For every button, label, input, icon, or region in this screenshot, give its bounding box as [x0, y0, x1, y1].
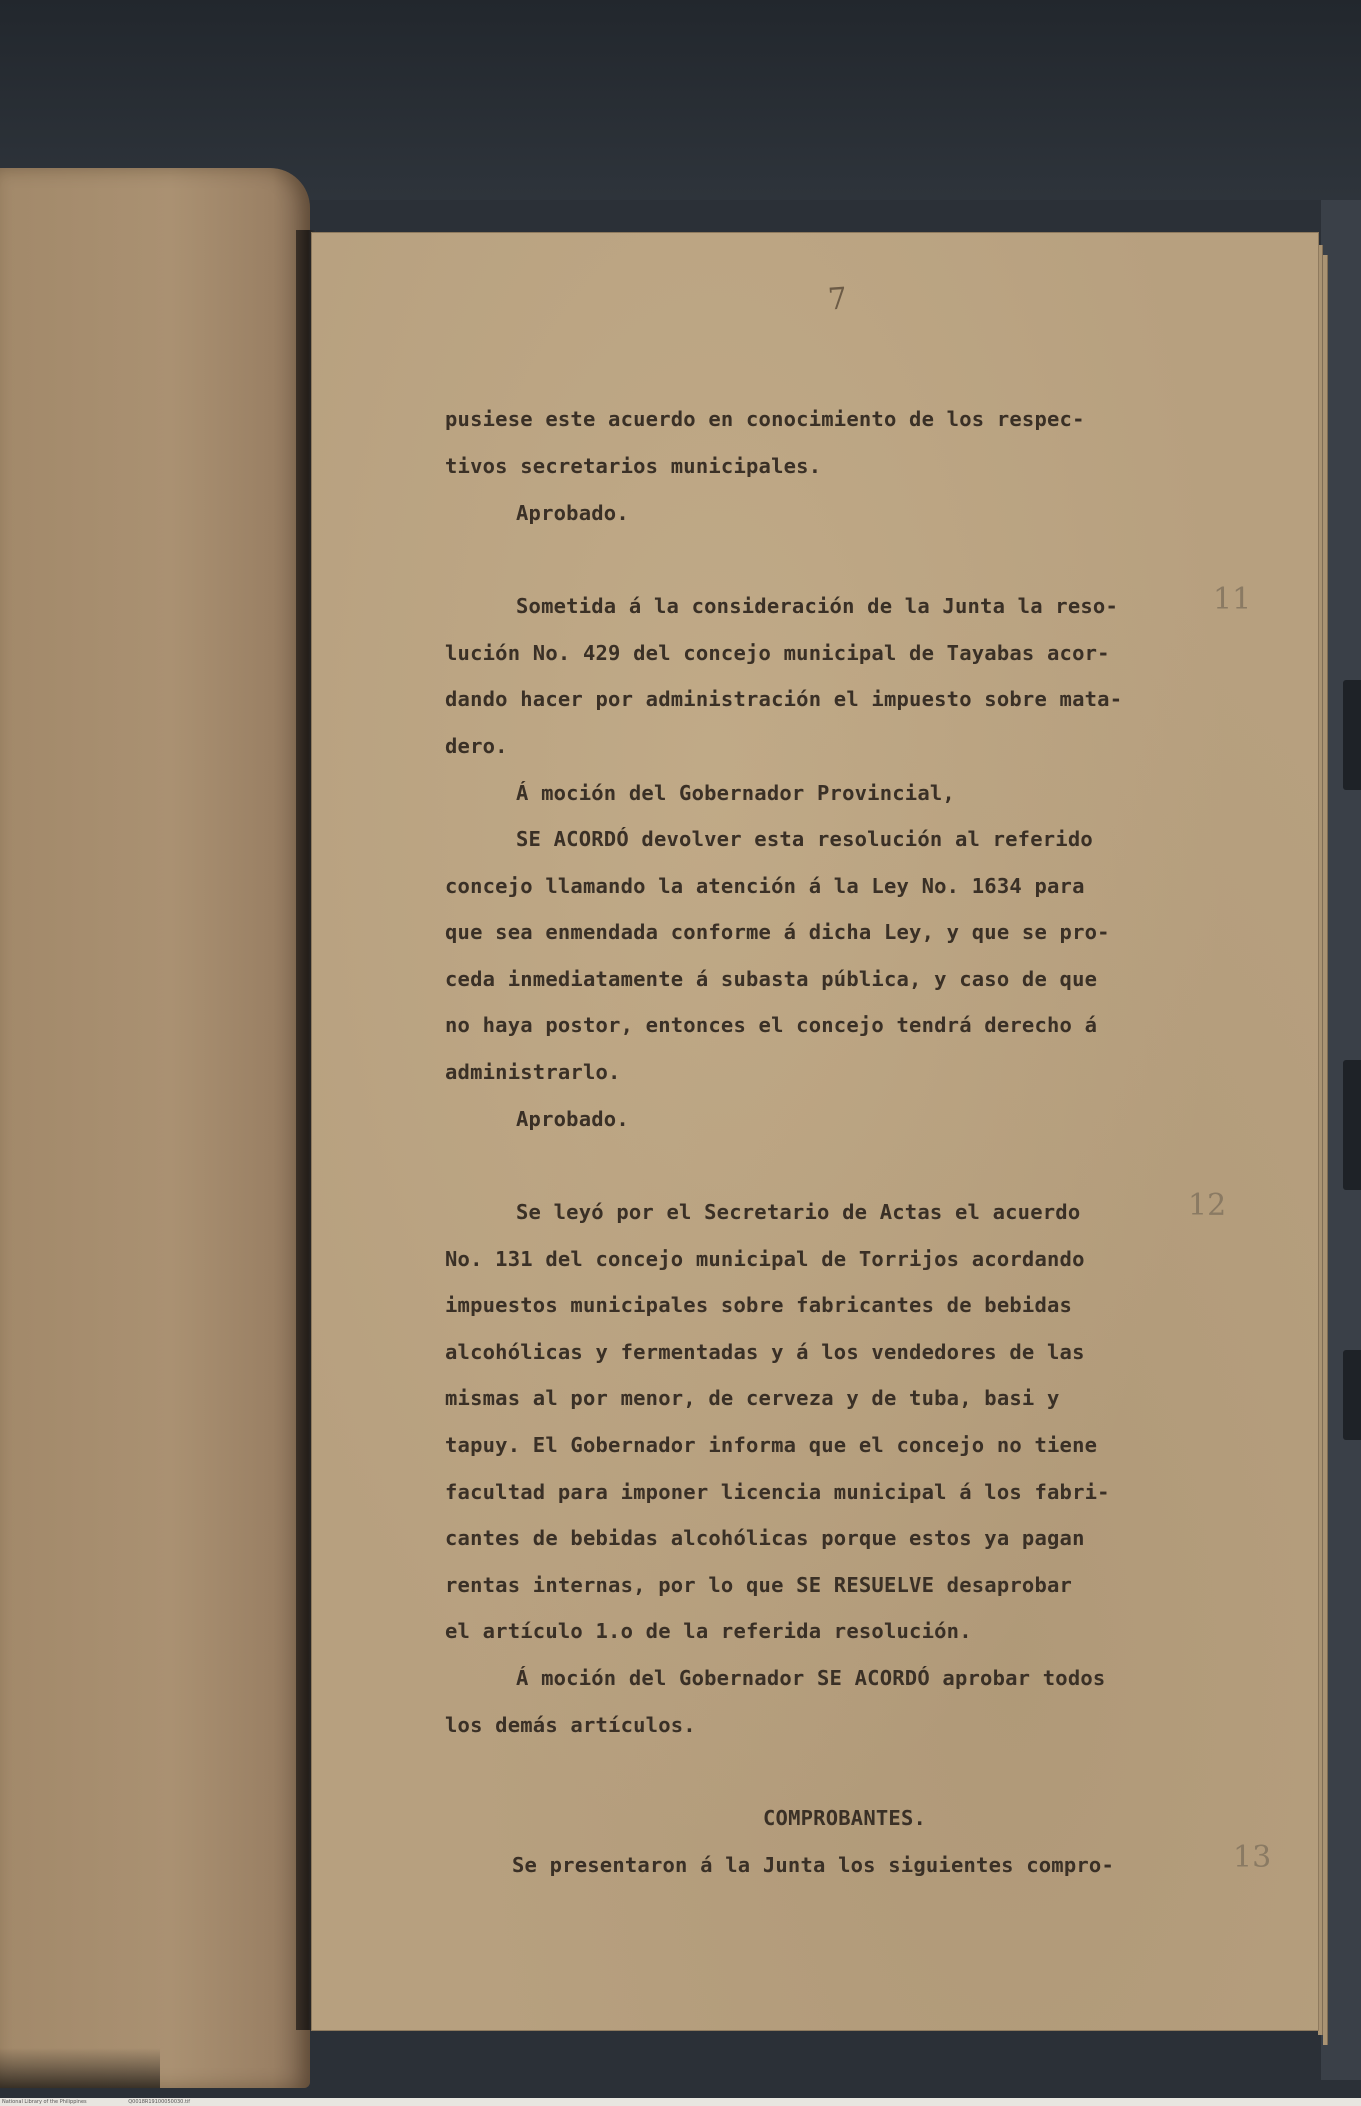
- left-page-shadow: [0, 2048, 160, 2088]
- text-line: Á moción del Gobernador SE ACORDÓ aprobar todos: [516, 1666, 1106, 1690]
- footer-library: National Library of the Philippines: [2, 2099, 87, 2105]
- text-line: Aprobado.: [516, 501, 629, 525]
- text-line: Sometida á la consideración de la Junta la reso-: [516, 594, 1119, 618]
- text-line: no haya postor, entonces el concejo tendrá derecho á: [445, 1013, 1098, 1037]
- text-line: concejo llamando la atención á la Ley No. 1634 para: [445, 874, 1085, 898]
- text-line: alcohólicas y fermentadas y á los vendedores de las: [445, 1340, 1085, 1364]
- page-edge: [1323, 255, 1328, 2045]
- page-number: 7: [826, 281, 849, 318]
- text-line: los demás artículos.: [445, 1713, 696, 1737]
- text-line: ceda inmediatamente á subasta pública, y caso de que: [445, 967, 1098, 991]
- text-line: Se presentaron á la Junta los siguientes compro-: [512, 1853, 1115, 1877]
- text-line: dando hacer por administración el impuesto sobre mata-: [445, 687, 1123, 711]
- text-line: que sea enmendada conforme á dicha Ley, y que se pro-: [445, 920, 1110, 944]
- document-page: [312, 233, 1318, 2030]
- binder-tab: [1343, 680, 1361, 790]
- text-line: Se leyó por el Secretario de Actas el acuerdo: [516, 1200, 1081, 1224]
- footer-file: Q0018R19100050030.tif: [128, 2099, 191, 2105]
- text-line: No. 131 del concejo municipal de Torrijos acordando: [445, 1247, 1085, 1271]
- left-facing-page: [0, 168, 310, 2088]
- margin-item-number: 12: [1188, 1188, 1227, 1223]
- text-line: lución No. 429 del concejo municipal de Tayabas acor-: [445, 641, 1110, 665]
- margin-item-number: 11: [1213, 582, 1252, 617]
- binder-tab: [1343, 1350, 1361, 1440]
- text-line: tapuy. El Gobernador informa que el concejo no tiene: [445, 1433, 1098, 1457]
- margin-item-number: 13: [1233, 1840, 1272, 1875]
- text-line: facultad para imponer licencia municipal á los fabri-: [445, 1480, 1110, 1504]
- text-line: SE ACORDÓ devolver esta resolución al referido: [516, 827, 1093, 851]
- scan-footer-text: [2, 2098, 230, 2106]
- text-line: pusiese este acuerdo en conocimiento de los respec-: [445, 407, 1085, 431]
- text-line: Á moción del Gobernador Provincial,: [516, 781, 955, 805]
- text-line: cantes de bebidas alcohólicas porque estos ya pagan: [445, 1526, 1085, 1550]
- text-line: rentas internas, por lo que SE RESUELVE desaprobar: [445, 1573, 1073, 1597]
- text-line: el artículo 1.o de la referida resolución.: [445, 1619, 972, 1643]
- section-heading: COMPROBANTES.: [763, 1806, 927, 1830]
- text-line: administrarlo.: [445, 1060, 621, 1084]
- text-line: impuestos municipales sobre fabricantes de bebidas: [445, 1293, 1073, 1317]
- binder-tab: [1343, 1060, 1361, 1190]
- text-line: dero.: [445, 734, 508, 758]
- text-line: tivos secretarios municipales.: [445, 454, 822, 478]
- text-line: Aprobado.: [516, 1107, 629, 1131]
- text-line: mismas al por menor, de cerveza y de tuba, basi y: [445, 1386, 1060, 1410]
